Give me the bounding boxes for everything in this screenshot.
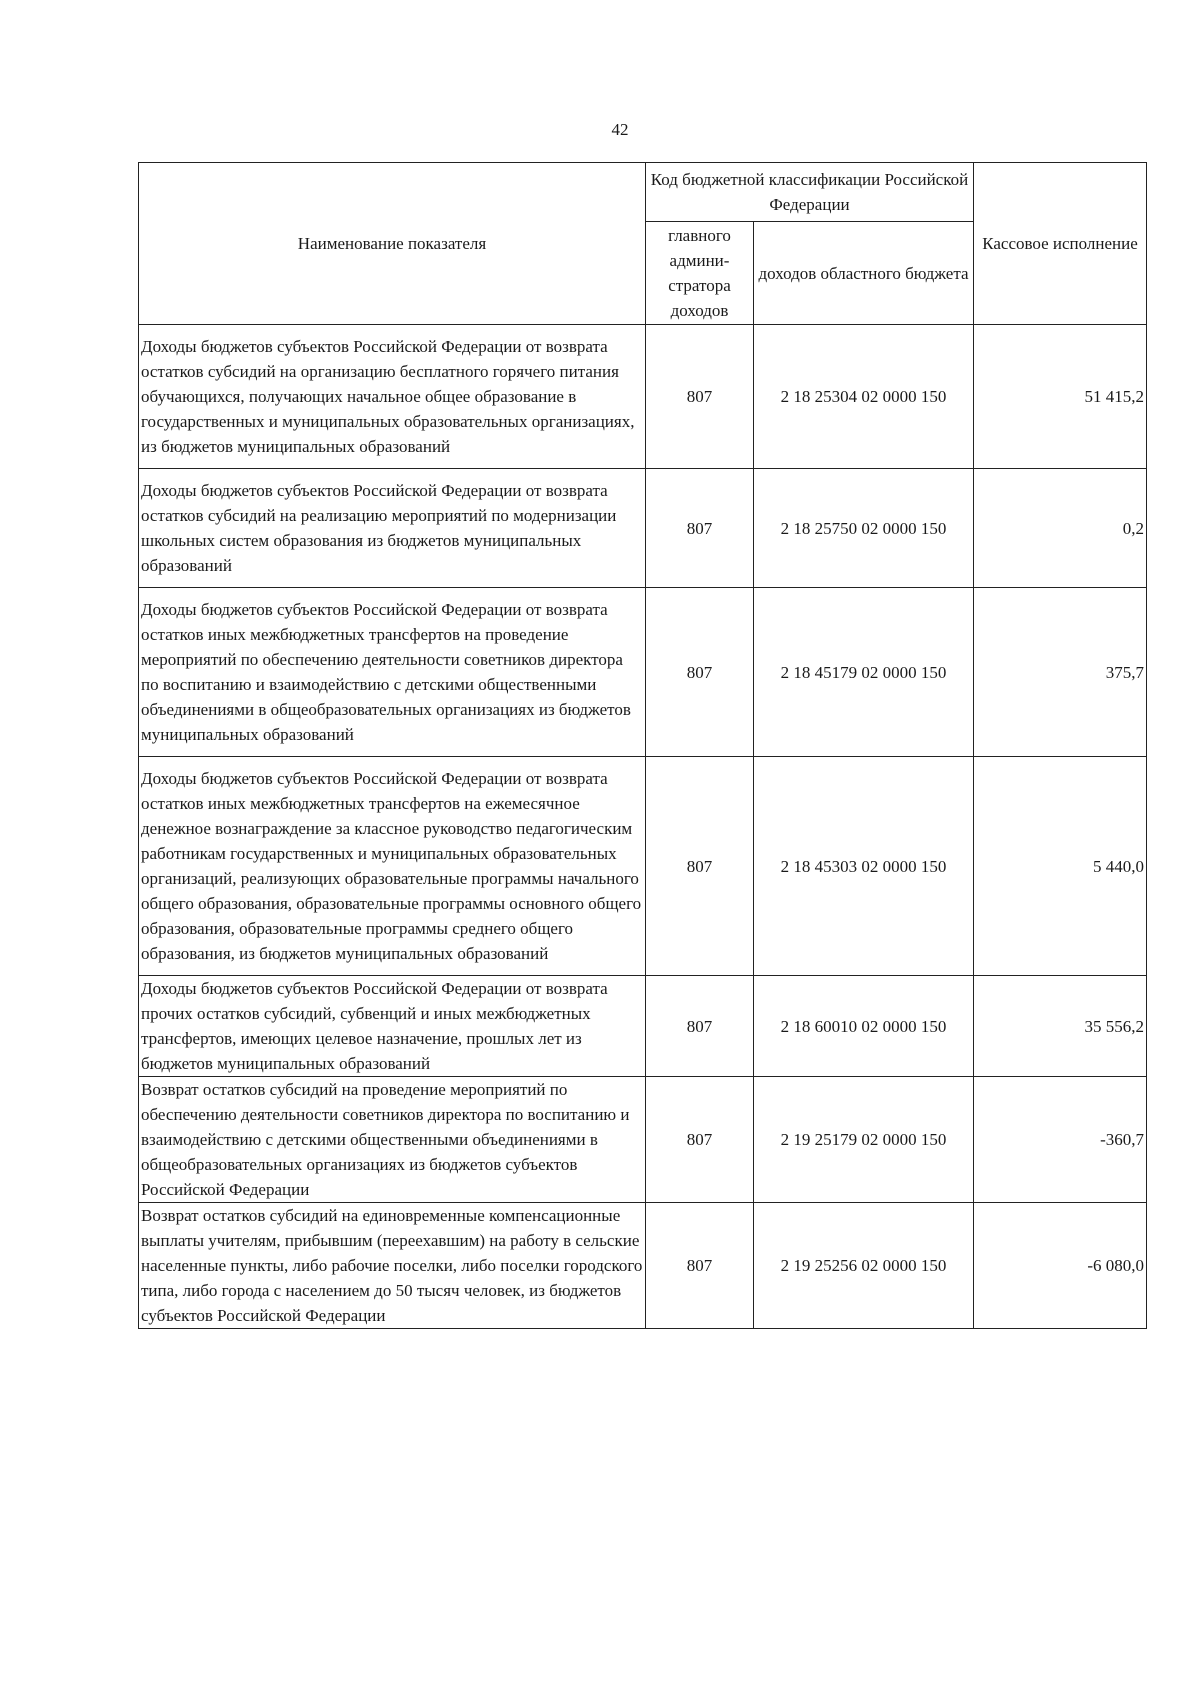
cash-execution-amount: 51 415,2 [974,325,1147,469]
table-row [139,976,1147,1077]
table-header-row [139,163,1147,222]
indicator-name: Возврат остатков субсидий на проведение мероприятий по обеспечению деятельности советников директора по воспитанию и взаимодействию с детскими общественными объединениями в общеобразовательных организациях из бюджетов субъектов Российской Федерации [139,1077,646,1203]
table-row [139,757,1147,976]
cash-execution-amount: 0,2 [974,469,1147,588]
table-row [139,588,1147,757]
header-chief-administrator: главного админи-стратора доходов [646,222,754,325]
cash-execution-amount: 35 556,2 [974,976,1147,1077]
cash-execution-amount: 375,7 [974,588,1147,757]
income-code: 2 18 25750 02 0000 150 [754,469,974,588]
indicator-name: Доходы бюджетов субъектов Российской Федерации от возврата прочих остатков субсидий, субвенций и иных межбюджетных трансфертов, имеющих целевое назначение, прошлых лет из бюджетов муниципальных образований [139,976,646,1077]
header-budget-classification-code: Код бюджетной классификации Российской Федерации [646,163,974,222]
administrator-code: 807 [646,976,754,1077]
administrator-code: 807 [646,757,754,976]
administrator-code: 807 [646,1203,754,1329]
table-row [139,1203,1147,1329]
income-code: 2 18 45303 02 0000 150 [754,757,974,976]
cash-execution-amount: -360,7 [974,1077,1147,1203]
cash-execution-amount: -6 080,0 [974,1203,1147,1329]
page-number: 42 [611,120,629,139]
table-row [139,1077,1147,1203]
cash-execution-amount: 5 440,0 [974,757,1147,976]
indicator-name: Доходы бюджетов субъектов Российской Федерации от возврата остатков иных межбюджетных трансфертов на проведение мероприятий по обеспечению деятельности советников директора по воспитанию и взаимодействию с детскими общественными объединениями в общеобразовательных организациях из бюджетов муниципальных образований [139,588,646,757]
budget-revenue-table [138,162,1147,1329]
administrator-code: 807 [646,325,754,469]
income-code: 2 18 45179 02 0000 150 [754,588,974,757]
indicator-name: Возврат остатков субсидий на единовременные компенсационные выплаты учителям, прибывшим (переехавшим) на работу в сельские населенные пункты, либо рабочие поселки, либо поселки городского типа, либо города с населением до 50 тысяч человек, из бюджетов субъектов Российской Федерации [139,1203,646,1329]
header-indicator-name: Наименование показателя [139,163,646,325]
header-regional-income-code: доходов областного бюджета [754,222,974,325]
income-code: 2 18 60010 02 0000 150 [754,976,974,1077]
administrator-code: 807 [646,588,754,757]
administrator-code: 807 [646,1077,754,1203]
indicator-name: Доходы бюджетов субъектов Российской Федерации от возврата остатков субсидий на организацию бесплатного горячего питания обучающихся, получающих начальное общее образование в государственных и муниципальных образовательных организациях, из бюджетов муниципальных образований [139,325,646,469]
header-cash-execution: Кассовое исполнение [974,163,1147,325]
table-row [139,469,1147,588]
income-code: 2 19 25179 02 0000 150 [754,1077,974,1203]
income-code: 2 18 25304 02 0000 150 [754,325,974,469]
table-row [139,325,1147,469]
administrator-code: 807 [646,469,754,588]
indicator-name: Доходы бюджетов субъектов Российской Федерации от возврата остатков субсидий на реализацию мероприятий по модернизации школьных систем образования из бюджетов муниципальных образований [139,469,646,588]
income-code: 2 19 25256 02 0000 150 [754,1203,974,1329]
indicator-name: Доходы бюджетов субъектов Российской Федерации от возврата остатков иных межбюджетных трансфертов на ежемесячное денежное вознаграждение за классное руководство педагогическим работникам государственных и муниципальных образовательных организаций, реализующих образовательные программы начального общего образования, образовательные программы основного общего образования, образовательные программы среднего общего образования, из бюджетов муниципальных образований [139,757,646,976]
